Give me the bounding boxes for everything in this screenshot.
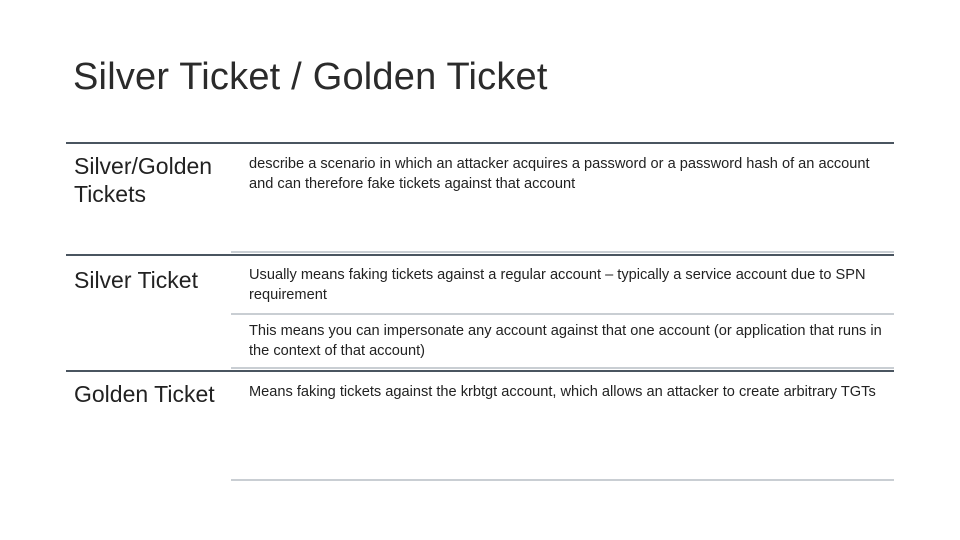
row-divider xyxy=(231,251,894,253)
description-golden-ticket: Means faking tickets against the krbtgt account, which allows an attacker to create arbitrary TGTs xyxy=(249,384,876,400)
sub-row-divider xyxy=(231,313,894,315)
table-top-border xyxy=(66,142,894,144)
term-golden-ticket: Golden Ticket xyxy=(74,381,215,407)
term-silver-ticket: Silver Ticket xyxy=(74,267,198,293)
row-divider xyxy=(231,367,894,369)
slide-title: Silver Ticket / Golden Ticket xyxy=(73,56,548,98)
description-silver-ticket-2: This means you can impersonate any account against that one account (or application that runs in the context of that account) xyxy=(249,323,882,359)
term-silver-golden-tickets: Silver/Golden Tickets xyxy=(74,153,213,207)
row-divider xyxy=(66,370,894,372)
row-divider xyxy=(66,254,894,256)
table-bottom-border xyxy=(231,479,894,481)
description-silver-golden-tickets: describe a scenario in which an attacker acquires a password or a password hash of an account and can therefore fake tickets against that account xyxy=(249,156,870,192)
description-silver-ticket-1: Usually means faking tickets against a regular account – typically a service account due to SPN requirement xyxy=(249,267,866,303)
